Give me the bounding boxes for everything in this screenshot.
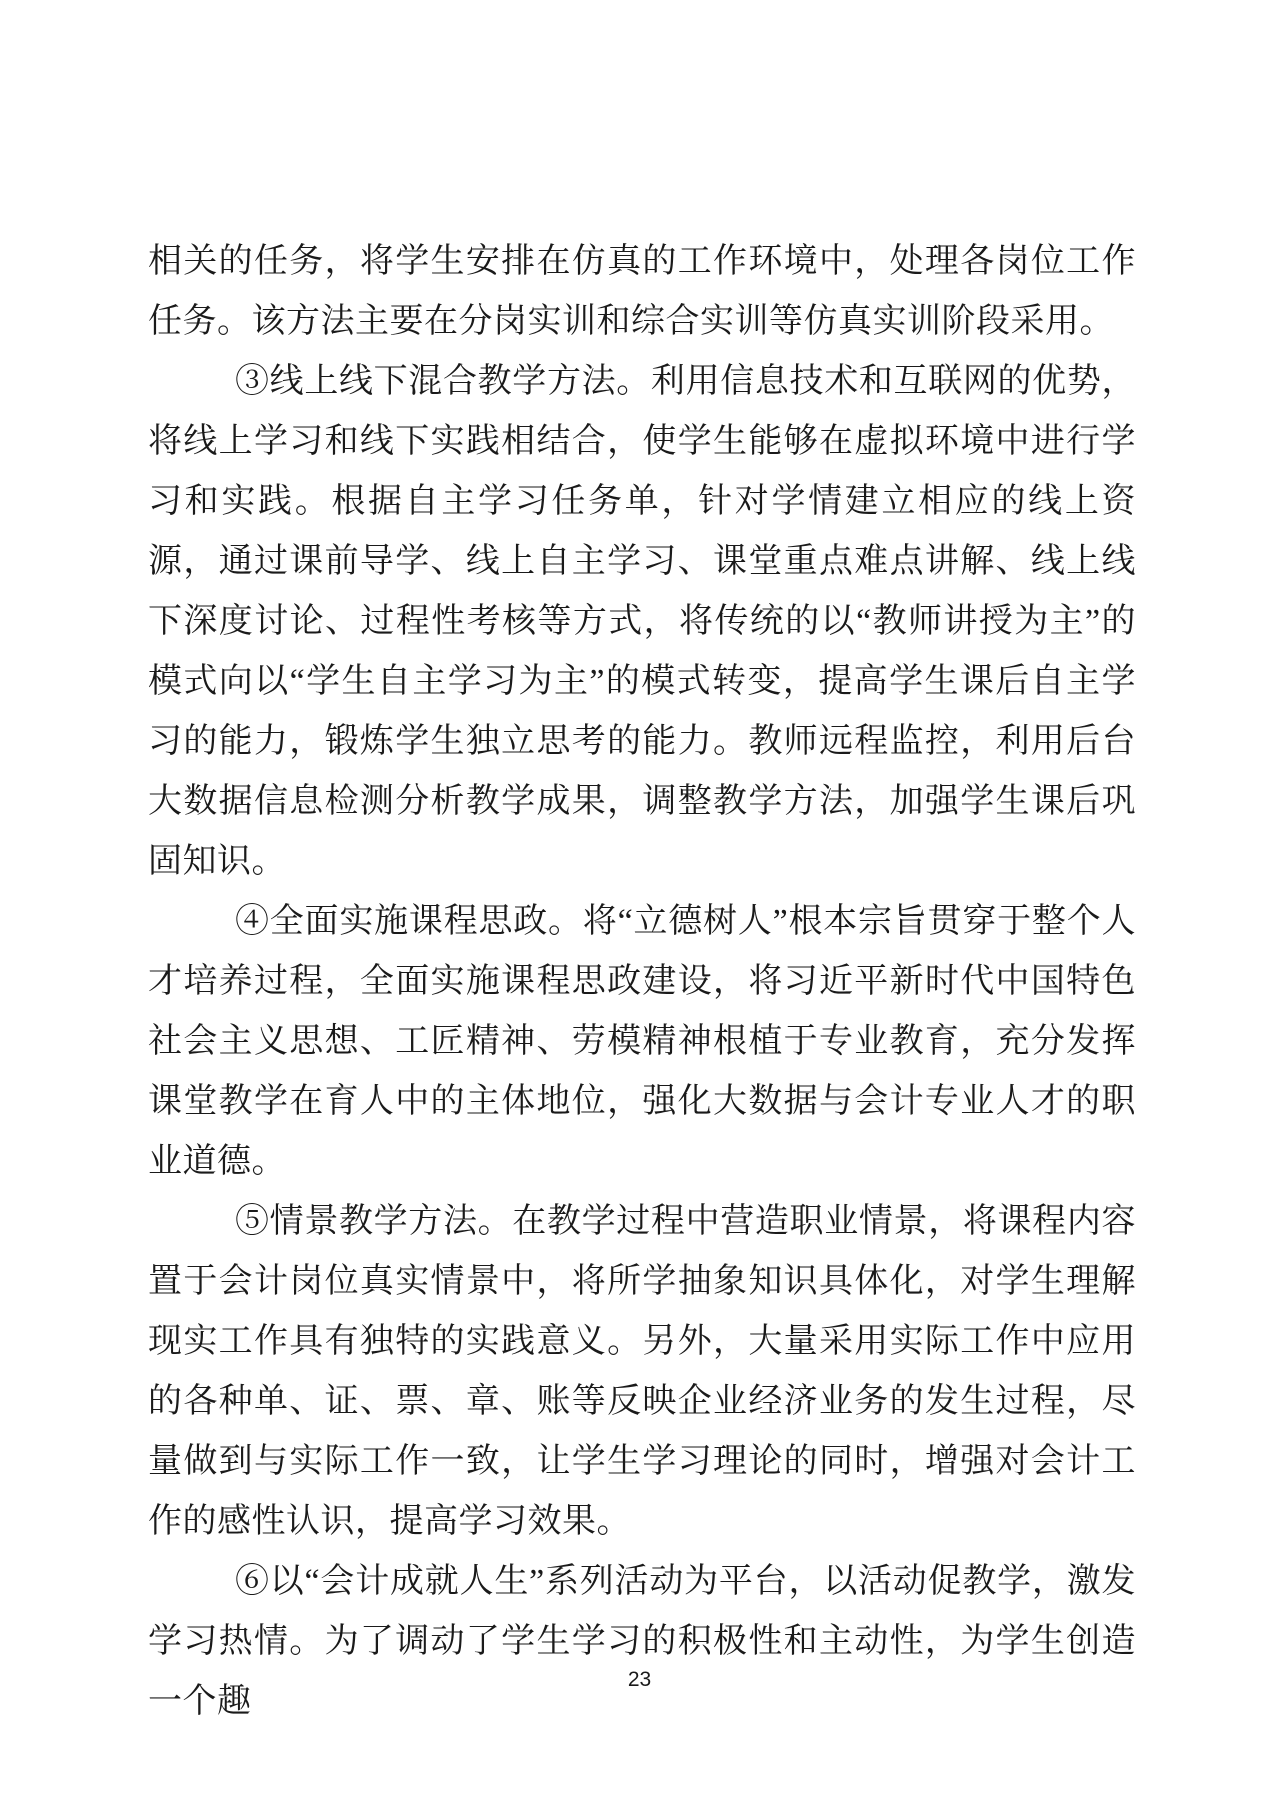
paragraph-indented: ⑤情景教学方法。在教学过程中营造职业情景，将课程内容置于会计岗位真实情景中，将所学抽象知识具体化，对学生理解现实工作具有独特的实践意义。另外，大量采用实际工作中应用的各种单、证、票、章、账等反映企业经济业务的发生过程，尽量做到与实际工作一致，让学生学习理论的同时，增强对会计工作的感性认识，提高学习效果。 [148, 1203, 1136, 1540]
page-number: 23 [627, 1668, 652, 1691]
paragraph-continuation: 相关的任务，将学生安排在仿真的工作环境中，处理各岗位工作任务。该方法主要在分岗实训和综合实训等仿真实训阶段采用。 [148, 243, 1136, 340]
paragraph-indented: ③线上线下混合教学方法。利用信息技术和互联网的优势，将线上学习和线下实践相结合，使学生能够在虚拟环境中进行学习和实践。根据自主学习任务单，针对学情建立相应的线上资源，通过课前导学、线上自主学习、课堂重点难点讲解、线上线下深度讨论、过程性考核等方式，将传统的以“教师讲授为主”的模式向以“学生自主学习为主”的模式转变，提高学生课后自主学习的能力，锻炼学生独立思考的能力。教师远程监控，利用后台大数据信息检测分析教学成果，调整教学方法，加强学生课后巩固知识。 [148, 363, 1136, 880]
paragraph-indented: ⑥以“会计成就人生”系列活动为平台，以活动促教学，激发学习热情。为了调动了学生学习的积极性和主动性，为学生创造一个趣 [148, 1563, 1136, 1720]
document-body [148, 232, 1136, 1732]
page-footer [0, 1668, 1279, 1692]
paragraph-indented: ④全面实施课程思政。将“立德树人”根本宗旨贯穿于整个人才培养过程，全面实施课程思政建设，将习近平新时代中国特色社会主义思想、工匠精神、劳模精神根植于专业教育，充分发挥课堂教学在育人中的主体地位，强化大数据与会计专业人才的职业道德。 [148, 903, 1136, 1180]
